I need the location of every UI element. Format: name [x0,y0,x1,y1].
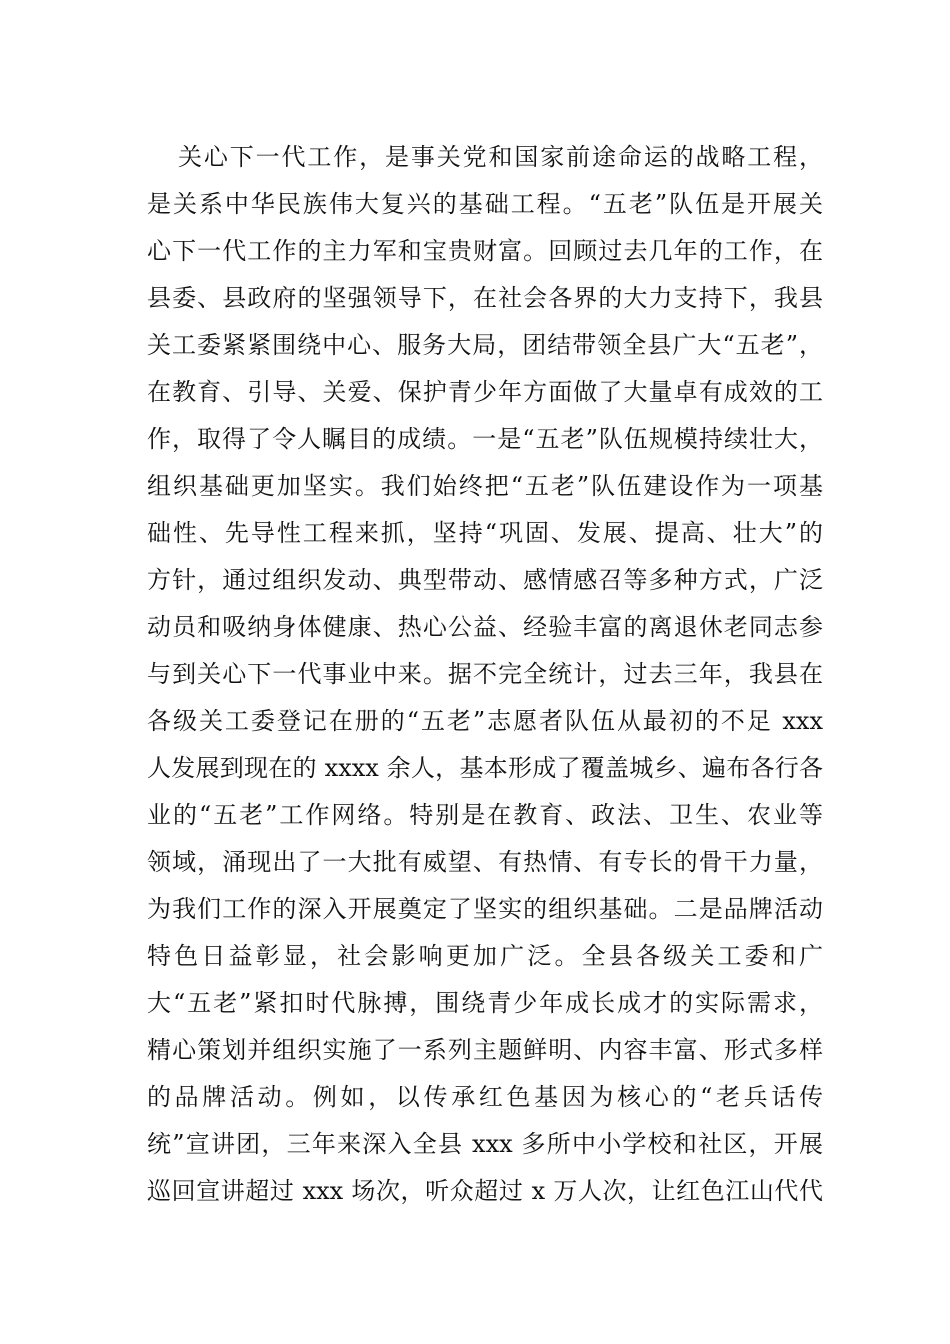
paragraph-line: 县委、县政府的坚强领导下，在社会各界的大力支持下，我县 [147,284,823,312]
paragraph-line: 的品牌活动。例如，以传承红色基因为核心的“老兵话传 [147,1083,823,1111]
paragraph-line: 业的“五老”工作网络。特别是在教育、政法、卫生、农业等 [147,801,823,829]
paragraph-line: 各级关工委登记在册的“五老”志愿者队伍从最初的不足 xxx [147,707,823,735]
paragraph-line: 组织基础更加坚实。我们始终把“五老”队伍建设作为一项基 [147,472,823,500]
paragraph-line: 特色日益彰显，社会影响更加广泛。全县各级关工委和广 [147,942,823,970]
paragraph-line: 作，取得了令人瞩目的成绩。一是“五老”队伍规模持续壮大， [147,425,823,453]
paragraph-line: 在教育、引导、关爱、保护青少年方面做了大量卓有成效的工 [147,378,823,406]
paragraph-line: 与到关心下一代事业中来。据不完全统计，过去三年，我县在 [147,660,823,688]
paragraph-line: 大“五老”紧扣时代脉搏，围绕青少年成长成才的实际需求， [147,989,823,1017]
paragraph-line: 精心策划并组织实施了一系列主题鲜明、内容丰富、形式多样 [147,1036,823,1064]
paragraph-line: 动员和吸纳身体健康、热心公益、经验丰富的离退休老同志参 [147,613,823,641]
paragraph-line: 方针，通过组织发动、典型带动、感情感召等多种方式，广泛 [147,566,823,594]
paragraph-line: 是关系中华民族伟大复兴的基础工程。“五老”队伍是开展关 [147,190,823,218]
paragraph-line: 关工委紧紧围绕中心、服务大局，团结带领全县广大“五老”， [147,331,823,359]
document-page [147,134,823,1215]
paragraph-line: 领域，涌现出了一大批有威望、有热情、有专长的骨干力量， [147,848,823,876]
paragraph-line: 关心下一代工作，是事关党和国家前途命运的战略工程， [178,143,823,171]
paragraph-line: 心下一代工作的主力军和宝贵财富。回顾过去几年的工作，在 [147,237,823,265]
paragraph-line: 人发展到现在的 xxxx 余人，基本形成了覆盖城乡、遍布各行各 [147,754,823,782]
paragraph-line: 为我们工作的深入开展奠定了坚实的组织基础。二是品牌活动 [147,895,823,923]
paragraph-line: 统”宣讲团，三年来深入全县 xxx 多所中小学校和社区，开展 [147,1130,823,1158]
paragraph-line: 础性、先导性工程来抓，坚持“巩固、发展、提高、壮大”的 [147,519,823,547]
paragraph-line: 巡回宣讲超过 xxx 场次，听众超过 x 万人次，让红色江山代代 [147,1177,823,1205]
